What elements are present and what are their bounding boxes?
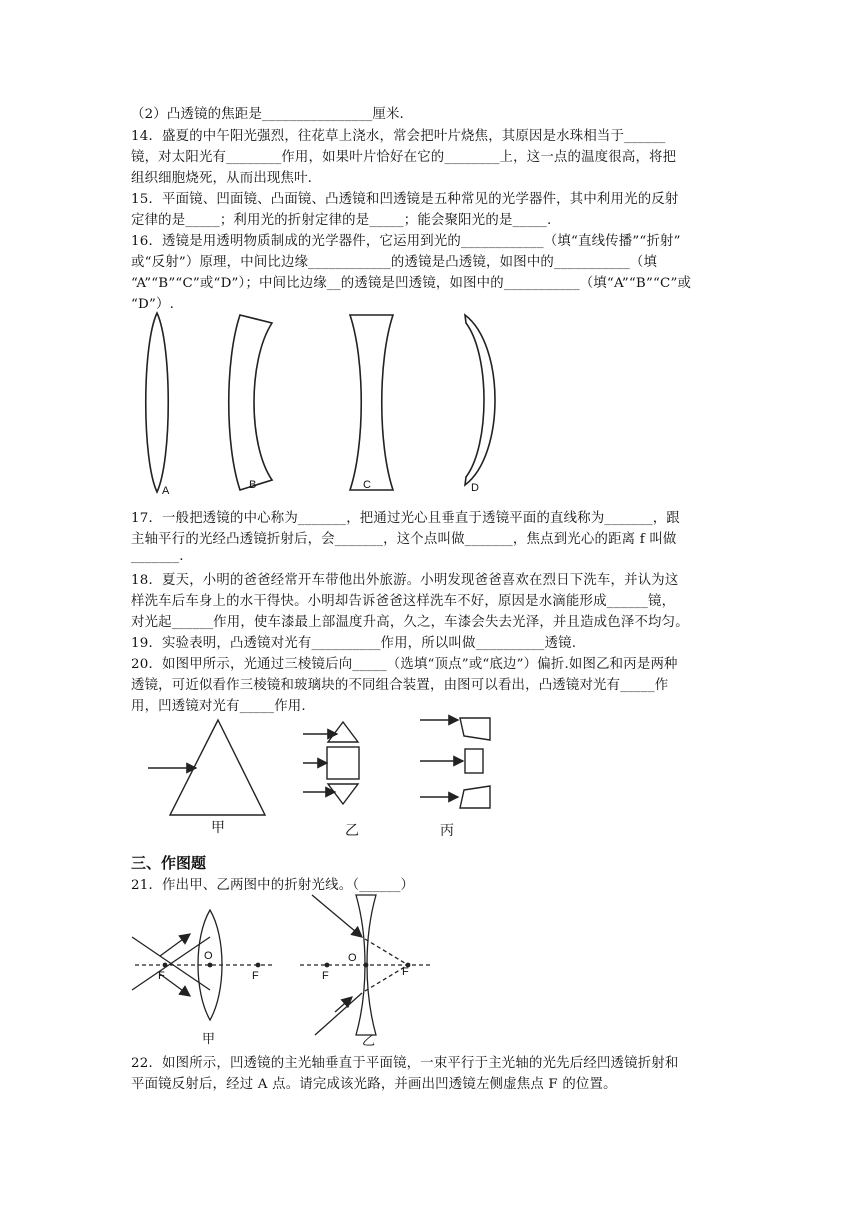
ray-label-jia: 甲 [202,1032,216,1047]
text-line-q16-3: “A”“B”“C”或“D”）；中间比边缘__的透镜是凹透镜，如图中的___________（填“A”“B”“C”或 [131,276,692,291]
text-line-q21: 21．作出甲、乙两图中的折射光线。（______） [131,878,415,893]
lens-d-shape [465,315,495,485]
text-line-q20-1: 20．如图甲所示，光通过三棱镜后向_____（选填“顶点”或“底边”）偏折.如图乙和丙是两种 [131,657,678,672]
prism-yi-bottom [328,784,358,804]
text-line-q16-4: “D”）. [131,297,175,312]
ray-label-f-yi-left: F [322,970,329,982]
lens-label-b: B [249,479,257,491]
text-line-q19: 19．实验表明，凸透镜对光有__________作用，所以叫做__________透镜. [131,636,577,651]
text-line-q15-1: 15．平面镜、凹面镜、凸面镜、凸透镜和凹透镜是五种常见的光学器件，其中利用光的反射 [131,192,679,207]
prism-label-jia: 甲 [211,820,225,836]
section-heading: 三、作图题 [131,854,207,872]
text-line-q20-2: 透镜，可近似看作三棱镜和玻璃块的不同组合装置，由图可以看出，凸透镜对光有_____作 [131,678,669,693]
prism-bing-bottom [460,786,490,808]
lens-label-d: D [471,482,479,494]
lens-c-shape [350,315,393,490]
lens-a-shape [146,313,169,492]
text-line-q22-2: 平面镜反射后，经过 A 点。请完成该光路，并画出凹透镜左侧虚焦点 F 的位置。 [131,1077,617,1092]
text-line-q17-1: 17．一般把透镜的中心称为_______，把通过光心且垂直于透镜平面的直线称为_______，跟 [131,511,680,526]
lens-figure [130,305,550,500]
text-line-q13-2: （2）凸透镜的焦距是________________厘米. [131,107,404,122]
text-line-q16-2: 或“反射”）原理，中间比边缘____________的透镜是凸透镜，如图中的___________（填 [131,255,658,270]
prism-label-yi: 乙 [345,823,359,839]
text-line-q20-3: 用，凹透镜对光有_____作用. [131,699,306,714]
lens-b-shape [229,315,272,490]
text-line-q17-2: 主轴平行的光经凸透镜折射后，会_______，这个点叫做_______，焦点到光心的距离 f 叫做 [131,532,677,547]
lens-label-c: C [363,479,371,491]
ray-label-o-jia: O [204,950,213,962]
ray-label-o-yi: O [348,952,357,964]
text-line-q18-2: 样洗车后车身上的水干得快。小明却告诉爸爸这样洗车不好，原因是水滴能形成______镜， [131,594,676,609]
prism-bing-block [465,749,483,773]
prism-label-bing: 丙 [440,823,454,839]
text-line-q22-1: 22．如图所示，凹透镜的主光轴垂直于平面镜，一束平行于主光轴的光先后经凹透镜折射和 [131,1056,679,1071]
text-line-q18-1: 18．夏天，小明的爸爸经常开车带他出外旅游。小明发现爸爸喜欢在烈日下洗车，并认为这 [131,573,679,588]
lens-label-a: A [162,485,170,497]
prism-yi-top [328,722,358,742]
text-line-q14-1: 14．盛夏的中午阳光强烈，往花草上浇水，常会把叶片烧焦，其原因是水珠相当于______ [131,129,666,144]
text-line-q15-2: 定律的是_____；利用光的折射定律的是_____；能会聚阳光的是_____. [131,213,552,228]
text-line-q18-3: 对光起______作用，使车漆最上部温度升高，久之，车漆会失去光泽，并且造成色泽不均匀。 [131,615,689,630]
ray-diagram [130,892,440,1042]
text-line-q17-3: _______. [131,549,184,564]
text-line-q14-3: 组织细胞烧死，从而出现焦叶. [131,171,313,186]
prism-yi-block [327,747,359,779]
ray-label-f-yi-right: F [402,966,409,978]
prism-figure [140,710,510,825]
ray-label-f-jia-right: F [252,970,259,982]
text-line-q14-2: 镜，对太阳光有________作用，如果叶片恰好在它的________上，这一点的温度很高，将把 [131,150,677,165]
text-line-q16-1: 16．透镜是用透明物质制成的光学器件，它运用到光的____________（填“直线传播”“折射” [131,234,681,249]
prism-bing-top [460,718,490,740]
ray-label-yi: 乙 [362,1034,376,1049]
ray-label-f-jia-left: F [158,970,165,982]
